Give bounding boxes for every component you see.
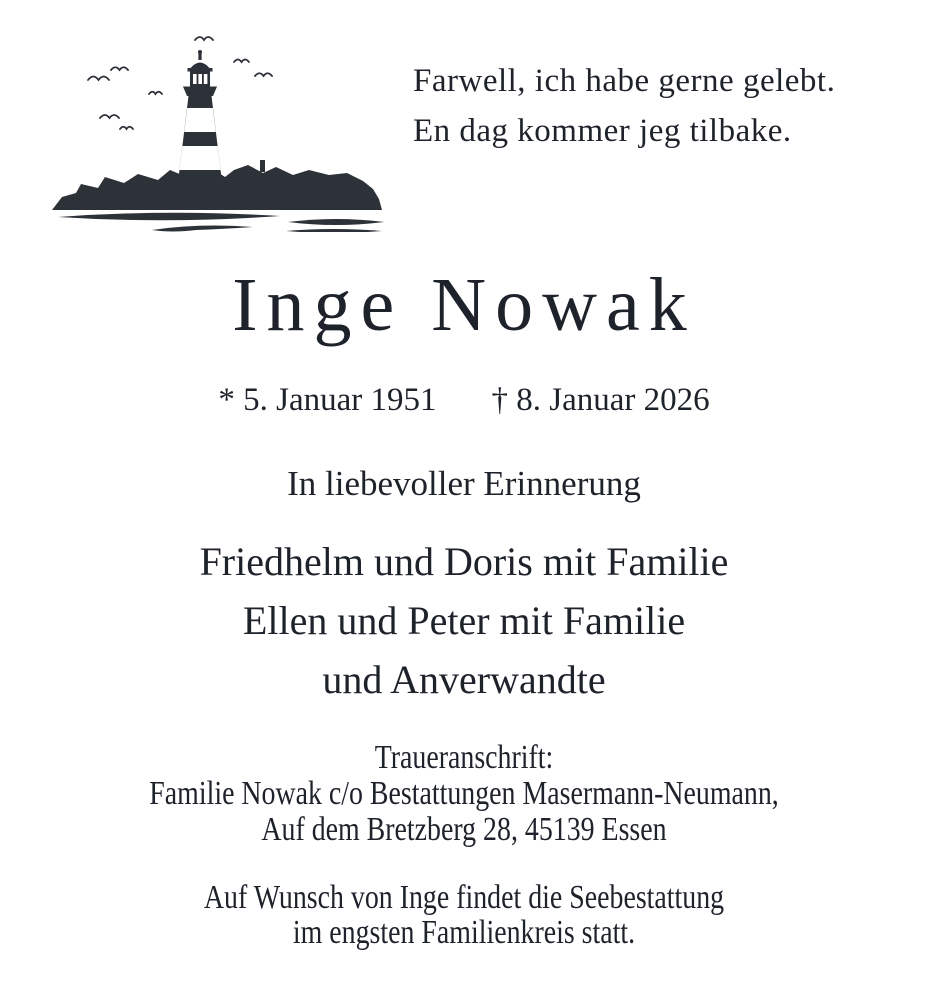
island-icon — [52, 165, 382, 210]
mourner-line: Ellen und Peter mit Familie — [242, 598, 686, 643]
mourners-list — [0, 532, 928, 709]
death-date: † 8. Januar 2026 — [491, 382, 710, 418]
water-icon — [58, 213, 384, 232]
birth-date: * 5. Januar 1951 — [218, 382, 437, 418]
epitaph-line-1: Farwell, ich habe gerne gelebt. — [413, 63, 836, 99]
address-line-1: Familie Nowak c/o Bestattungen Masermann-Neumann, — [149, 775, 779, 812]
notice-line-1: Auf Wunsch von Inge findet die Seebestattung — [203, 879, 725, 916]
life-dates — [0, 382, 928, 419]
mourner-line: Friedhelm und Doris mit Familie — [199, 539, 729, 584]
epitaph — [413, 56, 835, 156]
seagulls-icon — [88, 37, 272, 129]
address-line-2: Auf dem Bretzberg 28, 45139 Essen — [261, 811, 667, 848]
mourner-line: und Anverwandte — [322, 657, 606, 702]
deceased-name: Inge Nowak — [232, 263, 696, 347]
burial-notice — [0, 880, 928, 950]
lighthouse-icon — [178, 50, 223, 186]
epitaph-line-2: En dag kommer jeg tilbake. — [413, 113, 792, 149]
mourning-address — [0, 740, 928, 848]
address-label: Traueranschrift: — [374, 739, 554, 776]
remembrance-intro: In liebevoller Erinnerung — [287, 464, 641, 503]
lighthouse-illustration — [48, 24, 390, 232]
notice-line-2: im engsten Familienkreis statt. — [292, 914, 636, 951]
